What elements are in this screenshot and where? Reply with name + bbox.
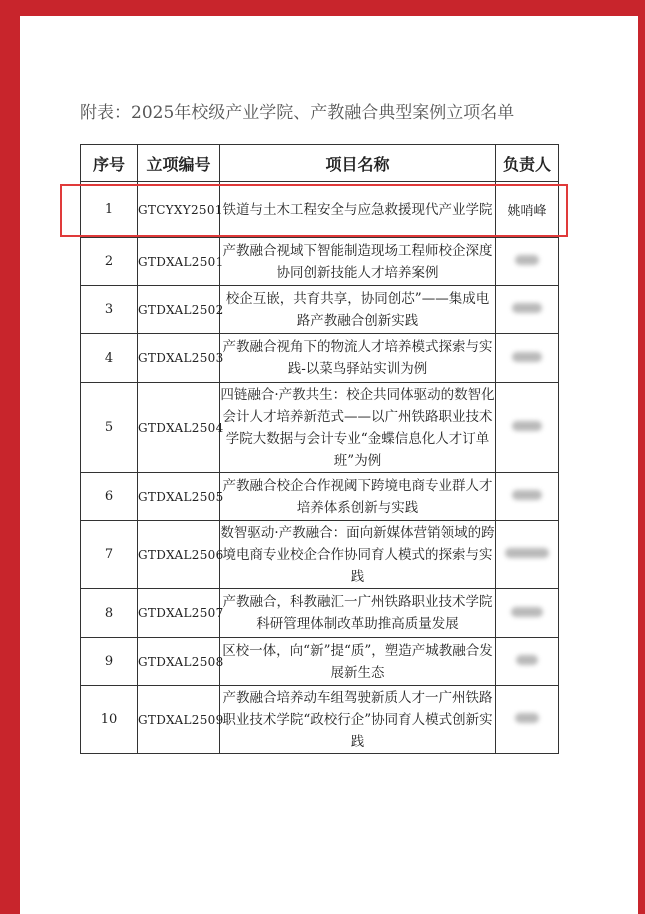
row-project-name: 产教融合培养动车组驾驶新质人才一广州铁路职业技术学院“政校行企”协同育人模式创新实践 [220,686,496,754]
table-row [81,638,559,686]
row-leader-redacted [496,473,559,521]
row-project-name: 铁道与土木工程安全与应急救援现代产业学院 [220,182,496,238]
table-row [81,238,559,286]
row-leader-redacted [496,334,559,383]
table-header-row [81,145,559,182]
row-project-name: 产教融合，科教融汇一广州铁路职业技术学院科研管理体制改革助推高质量发展 [220,589,496,638]
redacted-name [515,255,539,265]
row-leader-redacted [496,238,559,286]
table-row [81,686,559,754]
row-leader-redacted [496,286,559,334]
row-project-name: 区校一体，向“新”提“质”，塑造产城教融合发展新生态 [220,638,496,686]
row-leader-redacted [496,686,559,754]
redacted-name [511,607,543,617]
table-row [81,521,559,589]
row-code: GTDXAL2505 [138,473,220,521]
row-code: GTDXAL2509 [138,686,220,754]
row-code: GTDXAL2508 [138,638,220,686]
highlight-annotation-box [60,184,568,237]
row-seq: 3 [81,286,138,334]
row-seq: 5 [81,383,138,473]
redacted-name [512,490,542,500]
row-seq: 7 [81,521,138,589]
row-project-name: 四链融合·产教共生：校企共同体驱动的数智化会计人才培养新范式——以广州铁路职业技术学院大数据与会计专业“金蝶信息化人才订单班”为例 [220,383,496,473]
header-name: 项目名称 [220,145,496,182]
table-row [81,589,559,638]
row-project-name: 校企互嵌，共育共享，协同创芯”——集成电路产教融合创新实践 [220,286,496,334]
redacted-name [512,352,542,362]
redacted-name [515,713,539,723]
table-row [81,383,559,473]
row-project-name: 产教融合视角下的物流人才培养模式探索与实践-以菜鸟驿站实训为例 [220,334,496,383]
row-leader-redacted [496,589,559,638]
row-code: GTDXAL2501 [138,238,220,286]
row-seq: 1 [81,182,138,238]
row-leader-redacted [496,383,559,473]
table-row [81,334,559,383]
header-leader: 负责人 [496,145,559,182]
row-leader: 姚哨峰 [496,182,559,238]
row-code: GTDXAL2503 [138,334,220,383]
header-code: 立项编号 [138,145,220,182]
row-leader-redacted [496,521,559,589]
table-row [81,473,559,521]
row-project-name: 产教融合校企合作视阈下跨境电商专业群人才培养体系创新与实践 [220,473,496,521]
row-project-name: 数智驱动·产教融合：面向新媒体营销领域的跨境电商专业校企合作协同育人模式的探索与实践 [220,521,496,589]
redacted-name [505,548,549,558]
row-code: GTDXAL2507 [138,589,220,638]
redacted-name [516,655,538,665]
row-project-name: 产教融合视域下智能制造现场工程师校企深度协同创新技能人才培养案例 [220,238,496,286]
row-code: GTCYXY2501 [138,182,220,238]
row-seq: 8 [81,589,138,638]
row-seq: 4 [81,334,138,383]
row-code: GTDXAL2506 [138,521,220,589]
redacted-name [512,303,542,313]
row-code: GTDXAL2502 [138,286,220,334]
row-seq: 6 [81,473,138,521]
row-seq: 2 [81,238,138,286]
redacted-name [512,421,542,431]
header-seq: 序号 [81,145,138,182]
row-seq: 9 [81,638,138,686]
table-row [81,286,559,334]
row-leader-redacted [496,638,559,686]
table-caption: 附表：2025年校级产业学院、产教融合典型案例立项名单 [80,103,515,123]
row-code: GTDXAL2504 [138,383,220,473]
row-seq: 10 [81,686,138,754]
